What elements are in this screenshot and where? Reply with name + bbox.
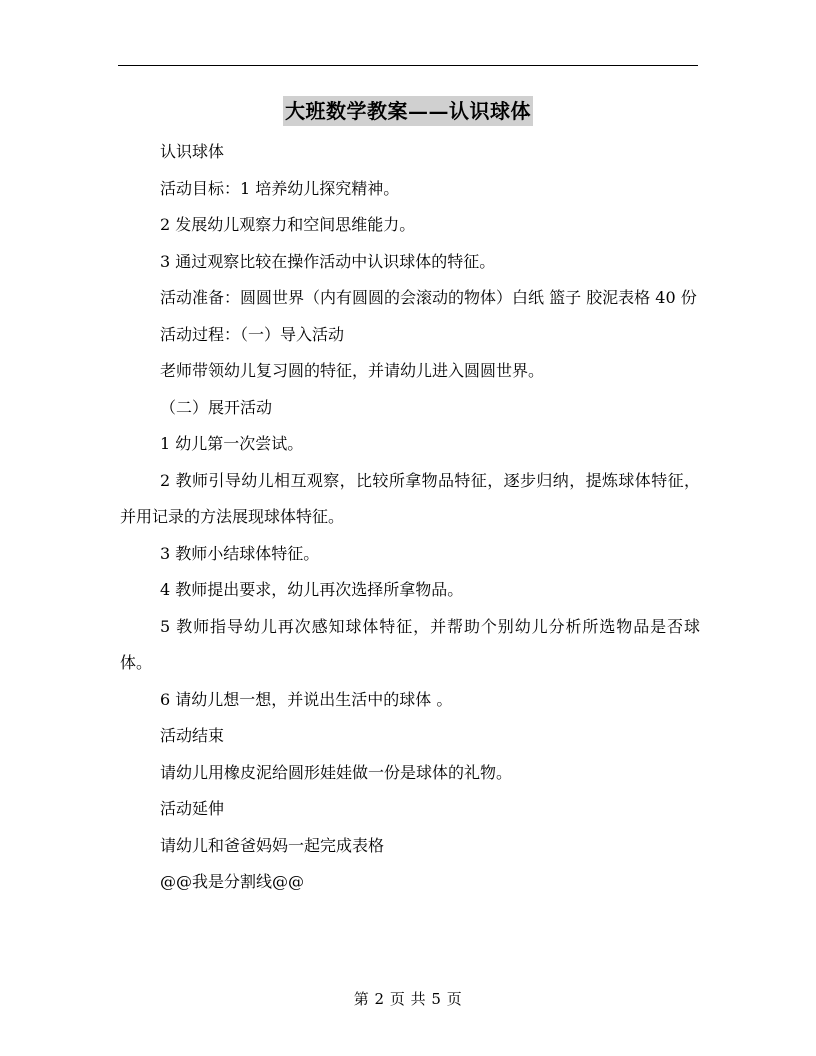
paragraph: 活动目标：1 培养幼儿探究精神。 (160, 178, 400, 198)
page-number-footer: 第 2 页 共 5 页 (353, 990, 463, 1008)
paragraph: 3 通过观察比较在操作活动中认识球体的特征。 (160, 251, 496, 271)
paragraph: 活动过程：（一）导入活动 (160, 324, 345, 344)
separator-text: @@我是分割线@@ (160, 872, 305, 891)
paragraph: 6 请幼儿想一想，并说出生活中的球体 。 (160, 689, 453, 709)
paragraph: 3 教师小结球体特征。 (160, 543, 320, 563)
document-title: 大班数学教案——认识球体 (283, 96, 533, 126)
title-container (0, 96, 816, 126)
paragraph: 请幼儿和爸爸妈妈一起完成表格 (160, 835, 385, 855)
paragraph: 1 幼儿第一次尝试。 (160, 434, 304, 453)
paragraph: 活动延伸 (160, 799, 225, 818)
paragraph: 活动准备：圆圆世界（内有圆圆的会滚动的物体）白纸 篮子 胶泥表格 40 份 (160, 288, 697, 307)
header-rule (118, 65, 698, 66)
paragraph: 4 教师提出要求，幼儿再次选择所拿物品。 (160, 580, 464, 599)
paragraph: 老师带领幼儿复习圆的特征，并请幼儿进入圆圆世界。 (160, 361, 545, 380)
paragraph: 认识球体 (160, 142, 225, 161)
paragraph: 活动结束 (160, 726, 225, 745)
paragraph: 2 发展幼儿观察力和空间思维能力。 (160, 215, 416, 234)
document-body (120, 134, 700, 901)
paragraph: （二）展开活动 (160, 397, 273, 417)
paragraph: 2 教师引导幼儿相互观察，比较所拿物品特征，逐步归纳，提炼球体特征，并用记录的方法展现球体特征。 (120, 470, 700, 526)
paragraph: 请幼儿用橡皮泥给圆形娃娃做一份是球体的礼物。 (160, 762, 513, 782)
paragraph: 5 教师指导幼儿再次感知球体特征，并帮助个别幼儿分析所选物品是否球体。 (120, 616, 700, 672)
